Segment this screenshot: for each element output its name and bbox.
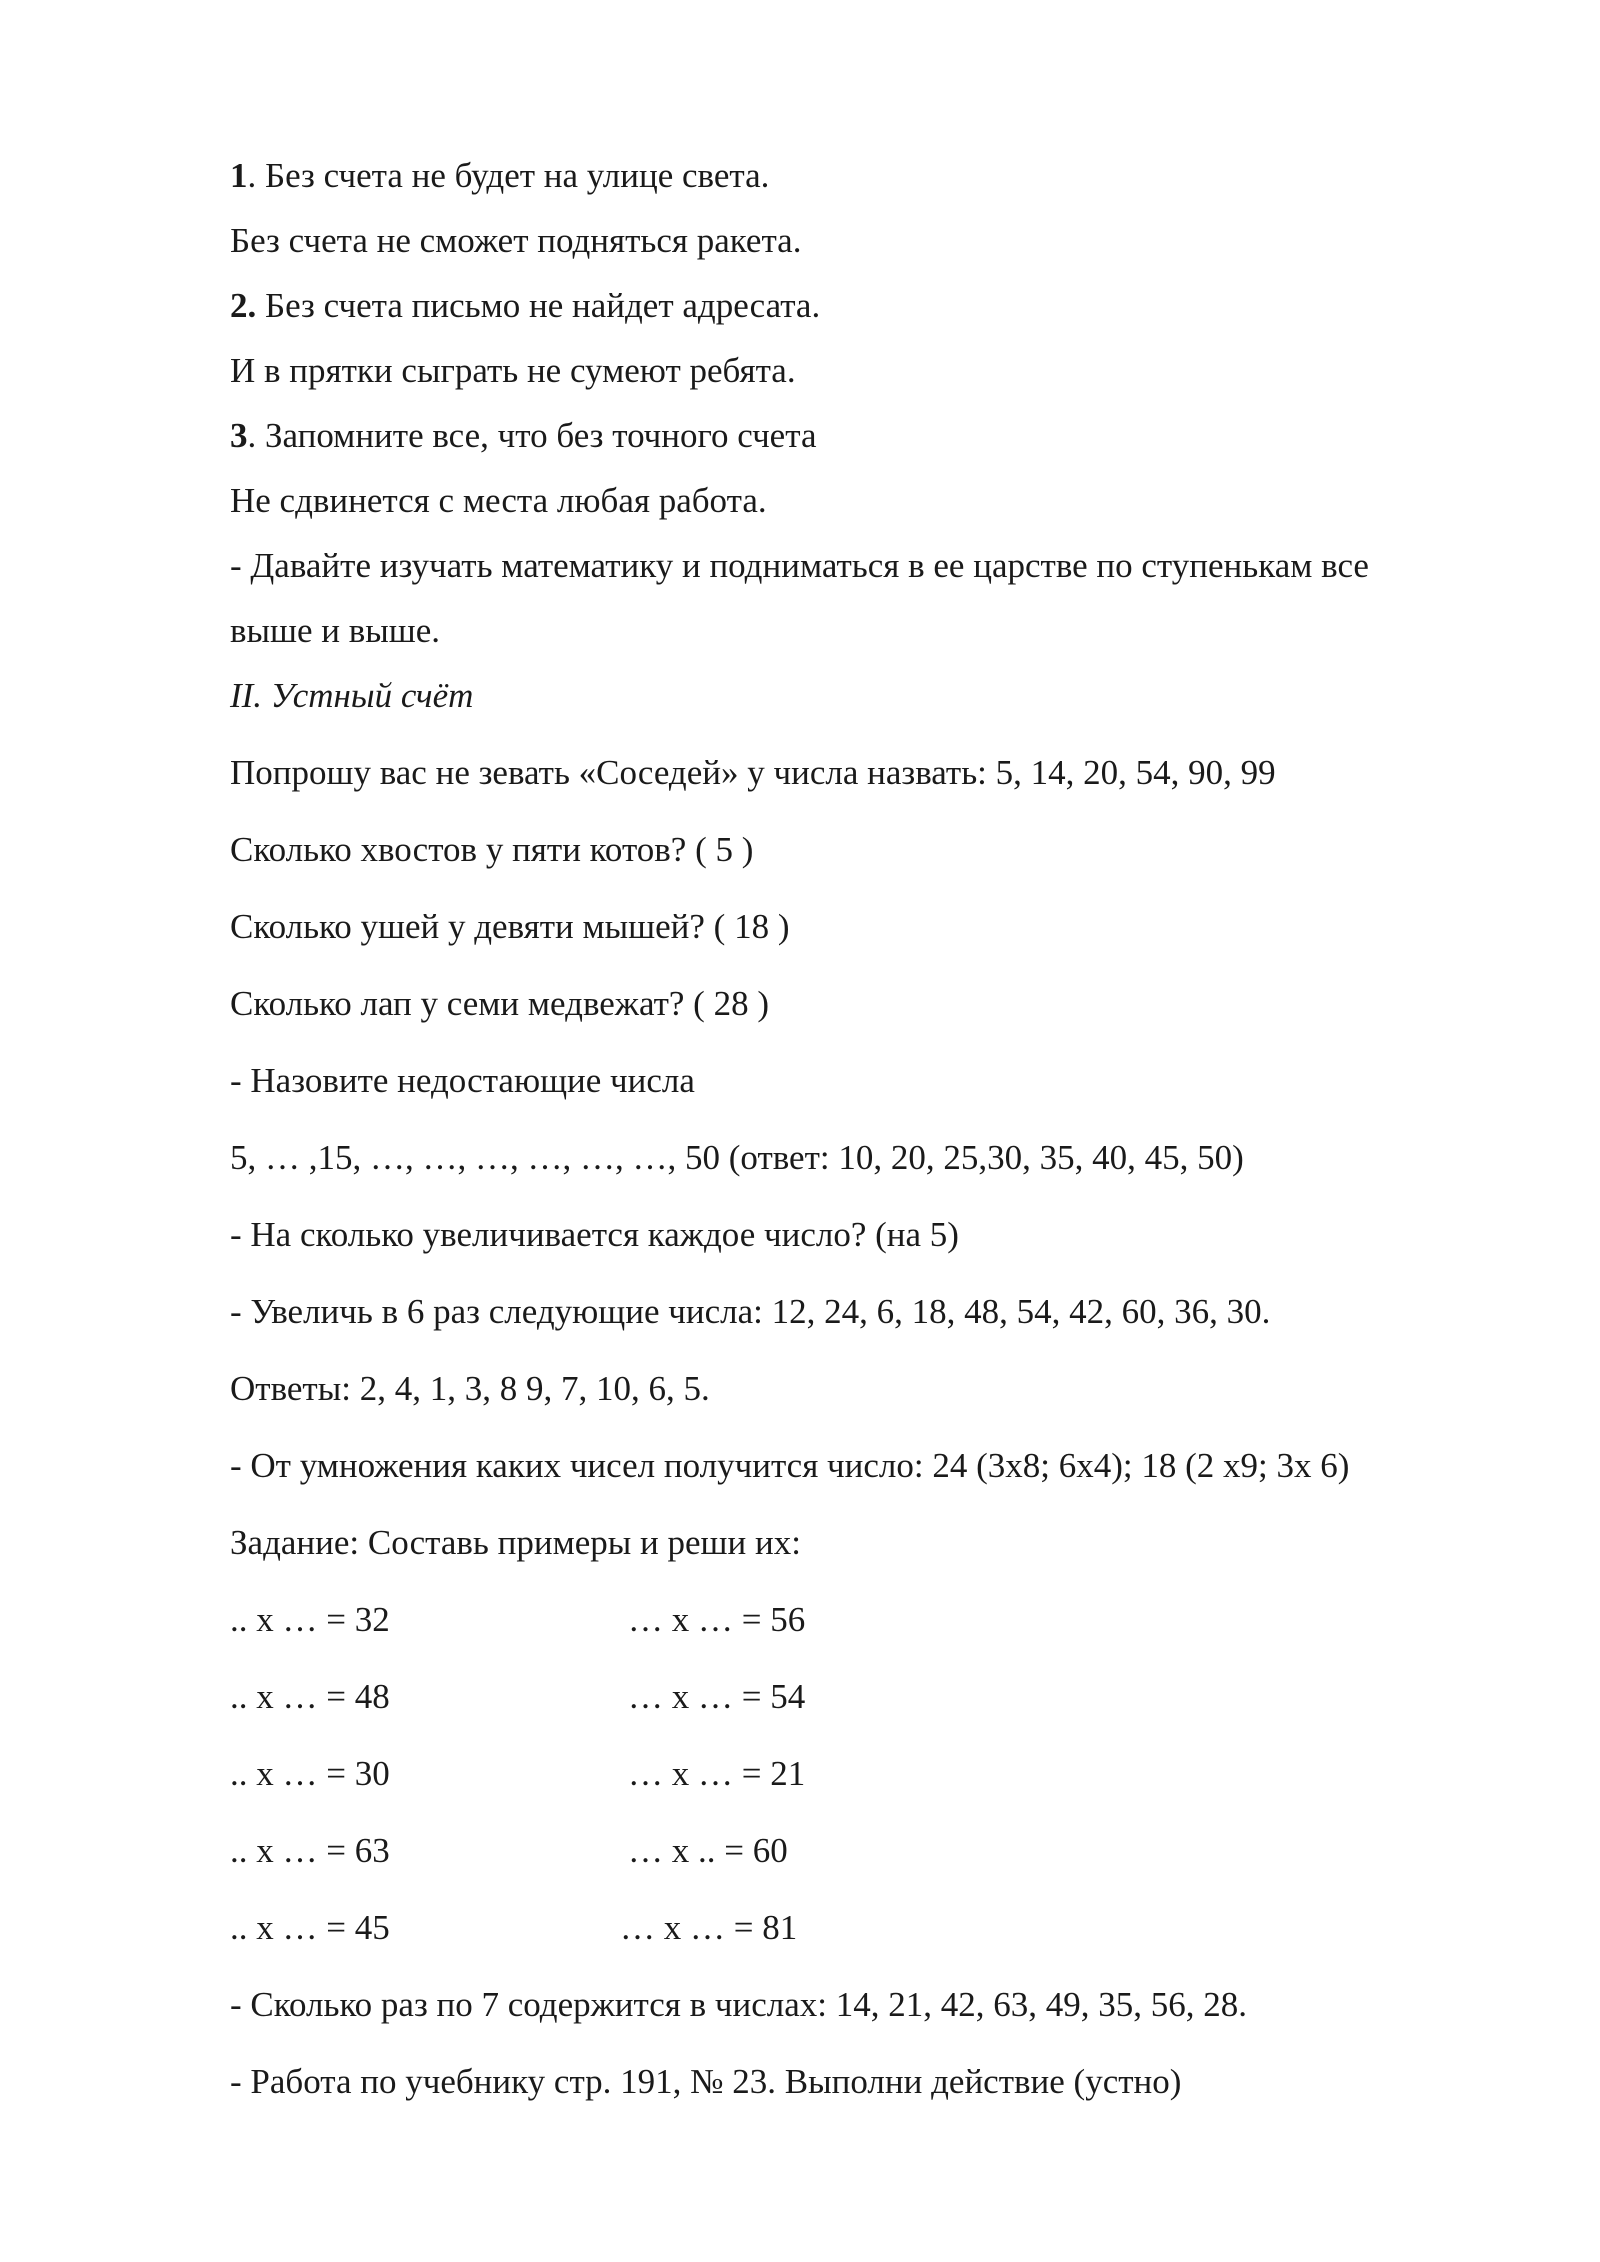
poem-number-2: 2. — [230, 286, 257, 325]
example-left-3: .. х … = 30 — [230, 1754, 390, 1793]
example-right-2: … х … = 54 — [628, 1677, 806, 1716]
poem-line-2: Без счета не сможет подняться ракета. — [230, 221, 802, 260]
example-left-5: .. х … = 45 — [230, 1908, 390, 1947]
question-tails: Сколько хвостов у пяти котов? ( 5 ) — [230, 830, 754, 869]
poem-line-7: - Давайте изучать математику и подниматься в ее царстве по ступенькам все — [230, 546, 1369, 585]
poem-line-1 — [230, 155, 769, 197]
increase-question: - На сколько увеличивается каждое число? (на 5) — [230, 1215, 959, 1254]
textbook-task: - Работа по учебнику стр. 191, № 23. Выполни действие (устно) — [230, 2062, 1182, 2101]
neighbors-task: Попрошу вас не зевать «Соседей» у числа назвать: 5, 14, 20, 54, 90, 99 — [230, 753, 1276, 792]
example-left-2: .. х … = 48 — [230, 1677, 390, 1716]
missing-numbers-title: - Назовите недостающие числа — [230, 1061, 695, 1100]
example-left-1: .. х … = 32 — [230, 1600, 390, 1639]
poem-line-6: Не сдвинется с места любая работа. — [230, 481, 767, 520]
answers-line: Ответы: 2, 4, 1, 3, 8 9, 7, 10, 6, 5. — [230, 1369, 710, 1408]
missing-numbers-sequence: 5, … ,15, …, …, …, …, …, …, 50 (ответ: 10, 20, 25,30, 35, 40, 45, 50) — [230, 1138, 1244, 1177]
assignment-line: Задание: Составь примеры и реши их: — [230, 1523, 801, 1562]
poem-text-1: . Без счета не будет на улице света. — [247, 156, 770, 195]
document-page — [230, 0, 1530, 2262]
poem-line-8: выше и выше. — [230, 611, 441, 650]
poem-text-5: . Запомните все, что без точного счета — [247, 416, 817, 455]
poem-number-3: 3 — [230, 416, 248, 455]
poem-line-3 — [230, 285, 820, 327]
poem-number-1: 1 — [230, 156, 248, 195]
poem-line-4: И в прятки сыграть не сумеют ребята. — [230, 351, 796, 390]
example-right-5: … х … = 81 — [620, 1908, 798, 1947]
poem-text-3: Без счета письмо не найдет адресата. — [256, 286, 821, 325]
products-task: - От умножения каких чисел получится число: 24 (3х8; 6х4); 18 (2 х9; 3х 6) — [230, 1446, 1350, 1485]
example-right-3: … х … = 21 — [628, 1754, 806, 1793]
multiply-six-task: - Увеличь в 6 раз следующие числа: 12, 24, 6, 18, 48, 54, 42, 60, 36, 30. — [230, 1292, 1271, 1331]
example-right-4: … х .. = 60 — [628, 1831, 788, 1870]
poem-line-5 — [230, 415, 816, 457]
example-left-4: .. х … = 63 — [230, 1831, 390, 1870]
question-paws: Сколько лап у семи медвежат? ( 28 ) — [230, 984, 769, 1023]
question-ears: Сколько ушей у девяти мышей? ( 18 ) — [230, 907, 790, 946]
sevens-task: - Сколько раз по 7 содержится в числах: 14, 21, 42, 63, 49, 35, 56, 28. — [230, 1985, 1248, 2024]
section-heading: II. Устный счёт — [230, 676, 474, 715]
example-right-1: … х … = 56 — [628, 1600, 806, 1639]
